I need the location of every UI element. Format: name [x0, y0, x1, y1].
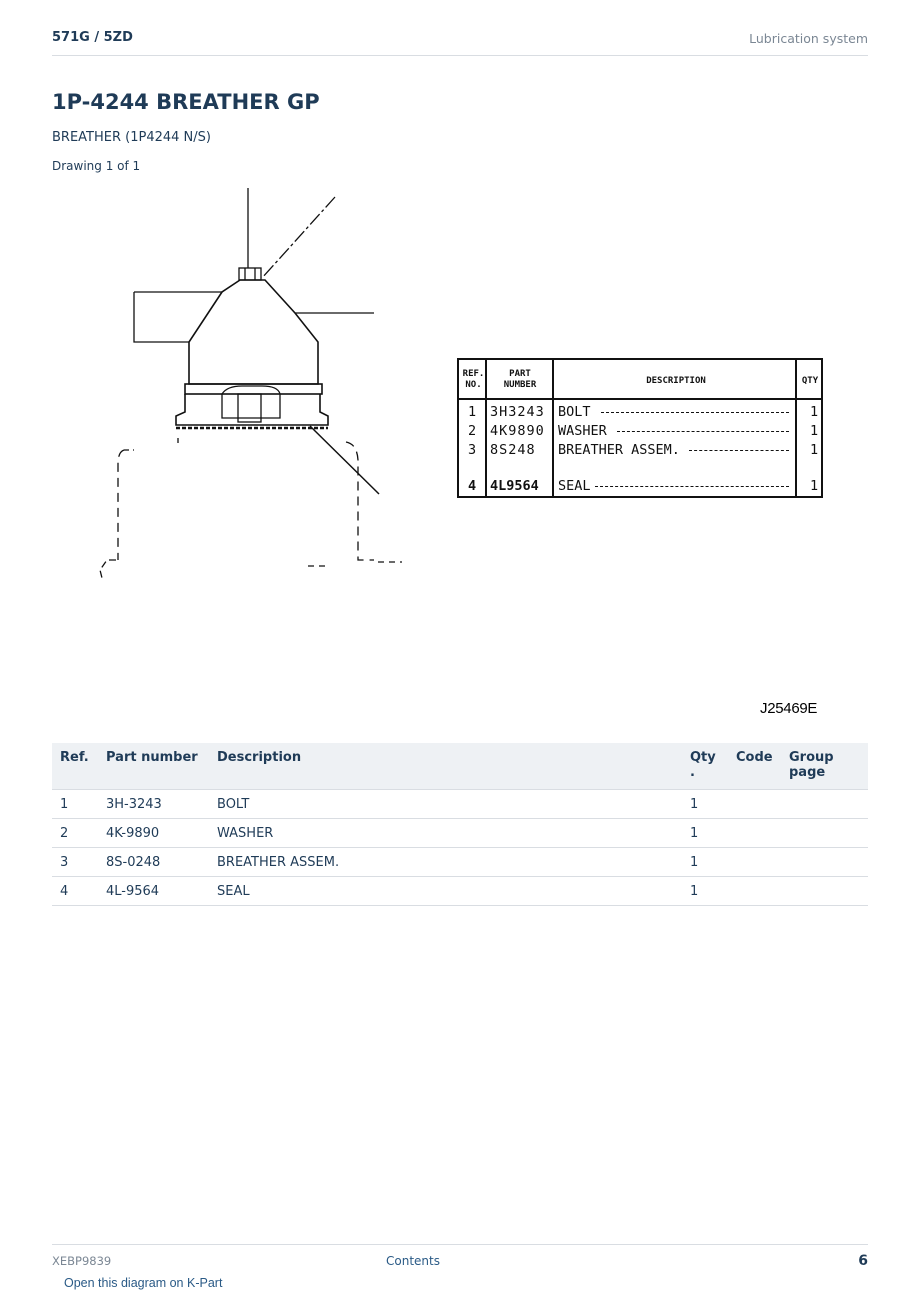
inset-desc: WASHER — [558, 423, 607, 439]
cell-group-page — [781, 877, 868, 906]
open-on-kpart-link[interactable]: Open this diagram on K-Part — [64, 1276, 223, 1290]
drawing-id: J25469E — [760, 700, 818, 717]
section-name: Lubrication system — [749, 31, 868, 46]
inset-part: 4L9564 — [490, 478, 539, 494]
cell-ref: 1 — [52, 790, 98, 819]
inset-desc: BOLT — [558, 404, 591, 420]
parts-table-header — [52, 743, 868, 790]
contents-link[interactable]: Contents — [386, 1254, 440, 1268]
parts-table — [52, 743, 868, 906]
cell-description: BREATHER ASSEM. — [209, 848, 682, 877]
inset-ref: 4 — [468, 478, 477, 494]
page-header — [52, 28, 868, 56]
cell-description: BOLT — [209, 790, 682, 819]
cell-ref: 2 — [52, 819, 98, 848]
cell-qty: 1 — [682, 790, 728, 819]
table-row[interactable] — [52, 819, 868, 848]
header-code: Code — [728, 743, 781, 790]
housing-outline-left — [118, 450, 124, 560]
inset-header-part: PART NUMBER — [503, 369, 537, 390]
page-subtitle: BREATHER (1P4244 N/S) — [52, 130, 211, 145]
breather-base — [176, 394, 328, 425]
inset-header-ref: REF. NO. — [462, 369, 485, 390]
inset-row — [459, 442, 821, 462]
breather-body — [189, 280, 318, 384]
cell-group-page — [781, 848, 868, 877]
pipe-outline — [134, 292, 222, 342]
inset-qty: 1 — [810, 478, 819, 494]
cell-description: SEAL — [209, 877, 682, 906]
inset-desc: BREATHER ASSEM. — [558, 442, 680, 458]
page-number: 6 — [858, 1253, 868, 1269]
cell-code — [728, 819, 781, 848]
inset-parts-table — [457, 358, 823, 498]
cell-code — [728, 877, 781, 906]
inset-desc: SEAL — [558, 478, 591, 494]
cell-ref: 4 — [52, 877, 98, 906]
inset-ref: 2 — [468, 423, 477, 439]
inset-ref: 3 — [468, 442, 477, 458]
inset-header-qty: QTY — [801, 376, 819, 386]
inset-qty: 1 — [810, 442, 819, 458]
cell-qty: 1 — [682, 848, 728, 877]
callout-line-seal — [310, 426, 379, 494]
header-description: Description — [209, 743, 682, 790]
drawing-count: Drawing 1 of 1 — [52, 159, 141, 173]
table-row[interactable] — [52, 790, 868, 819]
page-title: 1P-4244 BREATHER GP — [52, 90, 320, 114]
housing-outline-right — [346, 442, 374, 560]
inset-qty: 1 — [810, 404, 819, 420]
cell-qty: 1 — [682, 819, 728, 848]
inset-table-header — [459, 364, 821, 400]
cell-code — [728, 848, 781, 877]
cell-code — [728, 790, 781, 819]
cell-ref: 3 — [52, 848, 98, 877]
model-label: 571G / 5ZD — [52, 30, 133, 45]
inset-row — [459, 423, 821, 443]
header-ref: Ref. — [52, 743, 98, 790]
document-id: XEBP9839 — [52, 1254, 112, 1268]
bolt-head — [239, 268, 261, 280]
cell-part-number: 8S-0248 — [98, 848, 209, 877]
inset-part: 4K9890 — [490, 423, 545, 439]
header-part-number: Part number — [98, 743, 209, 790]
cell-group-page — [781, 790, 868, 819]
cell-description: WASHER — [209, 819, 682, 848]
cell-qty: 1 — [682, 877, 728, 906]
header-group-page: Group page — [781, 743, 868, 790]
inset-qty: 1 — [810, 423, 819, 439]
page-footer — [52, 1244, 868, 1275]
inset-header-desc: DESCRIPTION — [646, 376, 706, 386]
inset-part: 8S248 — [490, 442, 536, 458]
cell-part-number: 3H-3243 — [98, 790, 209, 819]
inset-row — [459, 478, 821, 498]
inset-ref: 1 — [468, 404, 477, 420]
washer-outline — [222, 386, 280, 418]
table-row[interactable] — [52, 848, 868, 877]
inset-row — [459, 404, 821, 424]
inset-part: 3H3243 — [490, 404, 545, 420]
parts-diagram[interactable] — [52, 180, 868, 720]
cell-part-number: 4K-9890 — [98, 819, 209, 848]
cell-part-number: 4L-9564 — [98, 877, 209, 906]
table-row[interactable] — [52, 877, 868, 906]
header-qty: Qty . — [682, 743, 728, 790]
cell-group-page — [781, 819, 868, 848]
callout-line-washer — [262, 197, 335, 278]
